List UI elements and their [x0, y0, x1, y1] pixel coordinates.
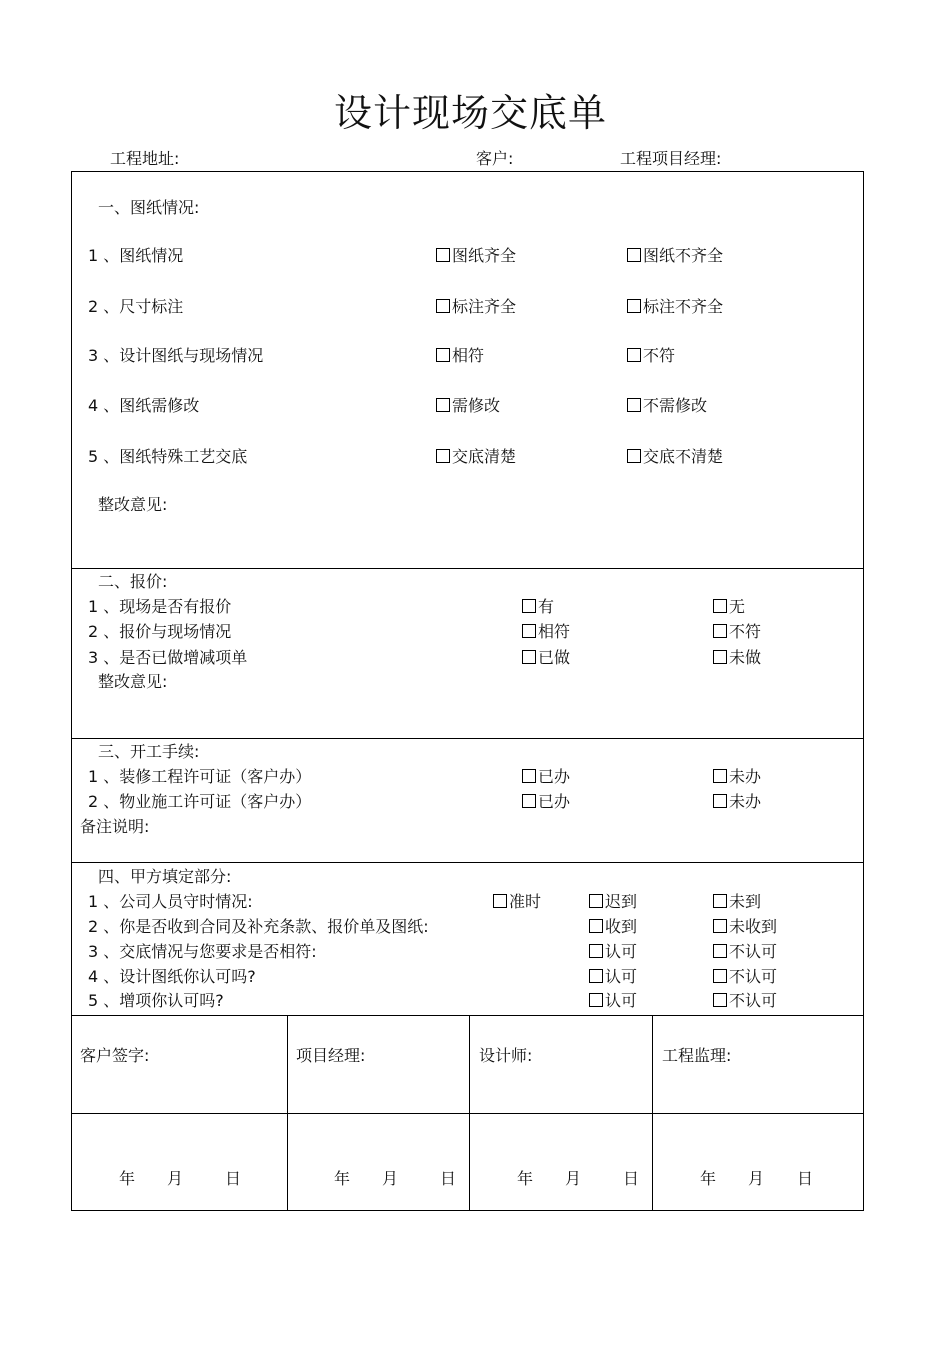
checkbox-additions-disapprove[interactable]: [713, 991, 777, 1011]
signature-column-divider: [652, 1015, 653, 1211]
option-label: 相符: [538, 622, 571, 641]
checkbox-square-icon: [522, 769, 536, 783]
date-year-label: 年: [334, 1169, 351, 1188]
date-month-label: 月: [748, 1169, 765, 1188]
option-label: 准时: [509, 892, 542, 911]
item-label: 增项你认可吗?: [119, 991, 224, 1010]
checkbox-site-not-match[interactable]: [627, 346, 675, 366]
checkbox-square-icon: [713, 650, 727, 664]
date-day-label: 日: [623, 1169, 640, 1188]
checkbox-renovation-permit-done[interactable]: [522, 767, 570, 787]
item-number: 1 、: [88, 767, 120, 786]
signature-column-divider: [287, 1015, 288, 1211]
section-1-item-3: [88, 346, 263, 366]
option-label: 收到: [605, 917, 638, 936]
checkbox-square-icon: [627, 248, 641, 262]
checkbox-briefing-disapprove[interactable]: [713, 942, 777, 962]
date-month-label: 月: [382, 1169, 399, 1188]
item-number: 3 、: [88, 942, 120, 961]
checkbox-documents-not-received[interactable]: [713, 917, 777, 937]
checkbox-quote-not-match[interactable]: [713, 622, 761, 642]
item-label: 你是否收到合同及补充条款、报价单及图纸:: [119, 917, 429, 936]
item-label: 设计图纸你认可吗?: [119, 967, 256, 986]
checkbox-square-icon: [627, 398, 641, 412]
checkbox-square-icon: [713, 769, 727, 783]
signature-column-divider: [469, 1015, 470, 1211]
checkbox-additions-approve[interactable]: [589, 991, 637, 1011]
checkbox-drawings-incomplete[interactable]: [627, 246, 723, 266]
item-label: 现场是否有报价: [119, 597, 232, 616]
checkbox-square-icon: [713, 624, 727, 638]
option-label: 已办: [538, 792, 571, 811]
checkbox-square-icon: [627, 348, 641, 362]
option-label: 未办: [729, 792, 762, 811]
item-number: 1 、: [88, 597, 120, 616]
option-label: 不认可: [729, 967, 778, 986]
checkbox-square-icon: [522, 794, 536, 808]
checkbox-briefing-unclear[interactable]: [627, 447, 723, 467]
checkbox-absent[interactable]: [713, 892, 761, 912]
page-title: 设计现场交底单: [334, 91, 608, 135]
option-label: 不需修改: [643, 396, 708, 415]
item-label: 报价与现场情况: [119, 622, 232, 641]
checkbox-on-time[interactable]: [493, 892, 541, 912]
date-month-label: 月: [565, 1169, 582, 1188]
checkbox-renovation-permit-pending[interactable]: [713, 767, 761, 787]
item-label: 图纸情况: [119, 246, 184, 265]
item-number: 3 、: [88, 346, 120, 365]
option-label: 标注不齐全: [643, 297, 724, 316]
designer-signature-label: 设计师:: [479, 1046, 533, 1065]
checkbox-square-icon: [713, 993, 727, 1007]
item-label: 图纸需修改: [119, 396, 200, 415]
option-label: 交底清楚: [452, 447, 517, 466]
item-number: 4 、: [88, 396, 120, 415]
option-label: 图纸齐全: [452, 246, 517, 265]
checkbox-square-icon: [589, 919, 603, 933]
checkbox-briefing-clear[interactable]: [436, 447, 516, 467]
checkbox-square-icon: [589, 993, 603, 1007]
section-3-heading: 三、开工手续:: [98, 742, 200, 761]
option-label: 未收到: [729, 917, 778, 936]
checkbox-square-icon: [589, 944, 603, 958]
option-label: 不认可: [729, 942, 778, 961]
item-label: 设计图纸与现场情况: [119, 346, 264, 365]
checkbox-design-approve[interactable]: [589, 967, 637, 987]
checkbox-site-matches[interactable]: [436, 346, 484, 366]
option-label: 标注齐全: [452, 297, 517, 316]
form-frame: [71, 171, 864, 1211]
checkbox-square-icon: [589, 969, 603, 983]
project-manager-label: 工程项目经理:: [620, 149, 722, 168]
divider-section-4: [71, 862, 864, 863]
checkbox-square-icon: [436, 248, 450, 262]
option-label: 已做: [538, 648, 571, 667]
date-day-label: 日: [440, 1169, 457, 1188]
client-label: 客户:: [476, 149, 514, 168]
section-4-heading: 四、甲方填定部分:: [98, 867, 232, 886]
option-label: 认可: [605, 942, 638, 961]
date-month-label: 月: [167, 1169, 184, 1188]
checkbox-square-icon: [713, 944, 727, 958]
section-1-item-5: [88, 447, 247, 467]
client-signature-label: 客户签字:: [80, 1046, 150, 1065]
item-number: 4 、: [88, 967, 120, 986]
item-label: 是否已做增减项单: [119, 648, 248, 667]
option-label: 认可: [605, 967, 638, 986]
date-year-label: 年: [700, 1169, 717, 1188]
item-label: 装修工程许可证（客户办）: [119, 767, 312, 786]
option-label: 需修改: [452, 396, 501, 415]
option-label: 相符: [452, 346, 485, 365]
checkbox-design-disapprove[interactable]: [713, 967, 777, 987]
section-2-heading: 二、报价:: [98, 572, 168, 591]
checkbox-square-icon: [627, 449, 641, 463]
section-3-item-1: [88, 767, 311, 787]
checkbox-square-icon: [713, 919, 727, 933]
option-label: 迟到: [605, 892, 638, 911]
section-1-item-2: [88, 297, 183, 317]
item-label: 尺寸标注: [119, 297, 184, 316]
divider-dates: [71, 1113, 864, 1114]
checkbox-late[interactable]: [589, 892, 637, 912]
section-1-item-4: [88, 396, 199, 416]
checkbox-square-icon: [436, 299, 450, 313]
section-2-item-3: [88, 648, 247, 668]
checkbox-quote-no[interactable]: [713, 597, 745, 617]
divider-section-2: [71, 568, 864, 569]
section-1-heading: 一、图纸情况:: [98, 198, 200, 217]
item-number: 5 、: [88, 991, 120, 1010]
checkbox-no-revision[interactable]: [627, 396, 707, 416]
section-2-item-2: [88, 622, 231, 642]
checkbox-square-icon: [493, 894, 507, 908]
checkbox-change-order-not-done[interactable]: [713, 648, 761, 668]
project-manager-signature-label: 项目经理:: [296, 1046, 366, 1065]
checkbox-dimensions-complete[interactable]: [436, 297, 516, 317]
checkbox-change-order-done[interactable]: [522, 648, 570, 668]
section-2-remarks-label: 整改意见:: [98, 672, 168, 691]
checkbox-square-icon: [436, 398, 450, 412]
date-day-label: 日: [225, 1169, 242, 1188]
section-4-item-4: [88, 967, 256, 987]
section-4-item-5: [88, 991, 224, 1011]
section-3-item-2: [88, 792, 311, 812]
option-label: 交底不清楚: [643, 447, 724, 466]
option-label: 不符: [729, 622, 762, 641]
item-number: 2 、: [88, 792, 120, 811]
item-number: 2 、: [88, 297, 120, 316]
checkbox-documents-received[interactable]: [589, 917, 637, 937]
section-2-item-1: [88, 597, 231, 617]
divider-signatures: [71, 1015, 864, 1016]
item-number: 3 、: [88, 648, 120, 667]
item-label: 公司人员守时情况:: [119, 892, 253, 911]
checkbox-briefing-approve[interactable]: [589, 942, 637, 962]
checkbox-square-icon: [713, 894, 727, 908]
checkbox-property-permit-pending[interactable]: [713, 792, 761, 812]
checkbox-square-icon: [436, 449, 450, 463]
item-number: 1 、: [88, 892, 120, 911]
item-number: 2 、: [88, 917, 120, 936]
checkbox-square-icon: [713, 794, 727, 808]
section-4-item-3: [88, 942, 317, 962]
option-label: 未到: [729, 892, 762, 911]
option-label: 已办: [538, 767, 571, 786]
checkbox-quote-yes[interactable]: [522, 597, 554, 617]
option-label: 认可: [605, 991, 638, 1010]
item-label: 交底情况与您要求是否相符:: [119, 942, 317, 961]
option-label: 不认可: [729, 991, 778, 1010]
checkbox-square-icon: [713, 599, 727, 613]
section-1-item-1: [88, 246, 183, 266]
date-year-label: 年: [119, 1169, 136, 1188]
checkbox-quote-matches[interactable]: [522, 622, 570, 642]
checkbox-square-icon: [713, 969, 727, 983]
item-label: 图纸特殊工艺交底: [119, 447, 248, 466]
checkbox-dimensions-incomplete[interactable]: [627, 297, 723, 317]
section-4-item-2: [88, 917, 429, 937]
checkbox-square-icon: [522, 599, 536, 613]
date-day-label: 日: [797, 1169, 814, 1188]
item-number: 5 、: [88, 447, 120, 466]
option-label: 图纸不齐全: [643, 246, 724, 265]
address-label: 工程地址:: [110, 149, 180, 168]
checkbox-square-icon: [436, 348, 450, 362]
section-3-notes-label: 备注说明:: [80, 817, 150, 836]
checkbox-square-icon: [627, 299, 641, 313]
date-year-label: 年: [517, 1169, 534, 1188]
checkbox-square-icon: [522, 650, 536, 664]
option-label: 未办: [729, 767, 762, 786]
checkbox-drawings-complete[interactable]: [436, 246, 516, 266]
checkbox-needs-revision[interactable]: [436, 396, 500, 416]
option-label: 不符: [643, 346, 676, 365]
checkbox-square-icon: [522, 624, 536, 638]
option-label: 无: [729, 597, 746, 616]
option-label: 有: [538, 597, 555, 616]
checkbox-square-icon: [589, 894, 603, 908]
section-4-item-1: [88, 892, 253, 912]
supervisor-signature-label: 工程监理:: [662, 1046, 732, 1065]
checkbox-property-permit-done[interactable]: [522, 792, 570, 812]
item-number: 2 、: [88, 622, 120, 641]
section-1-remarks-label: 整改意见:: [98, 495, 168, 514]
item-number: 1 、: [88, 246, 120, 265]
divider-section-3: [71, 738, 864, 739]
option-label: 未做: [729, 648, 762, 667]
item-label: 物业施工许可证（客户办）: [119, 792, 312, 811]
